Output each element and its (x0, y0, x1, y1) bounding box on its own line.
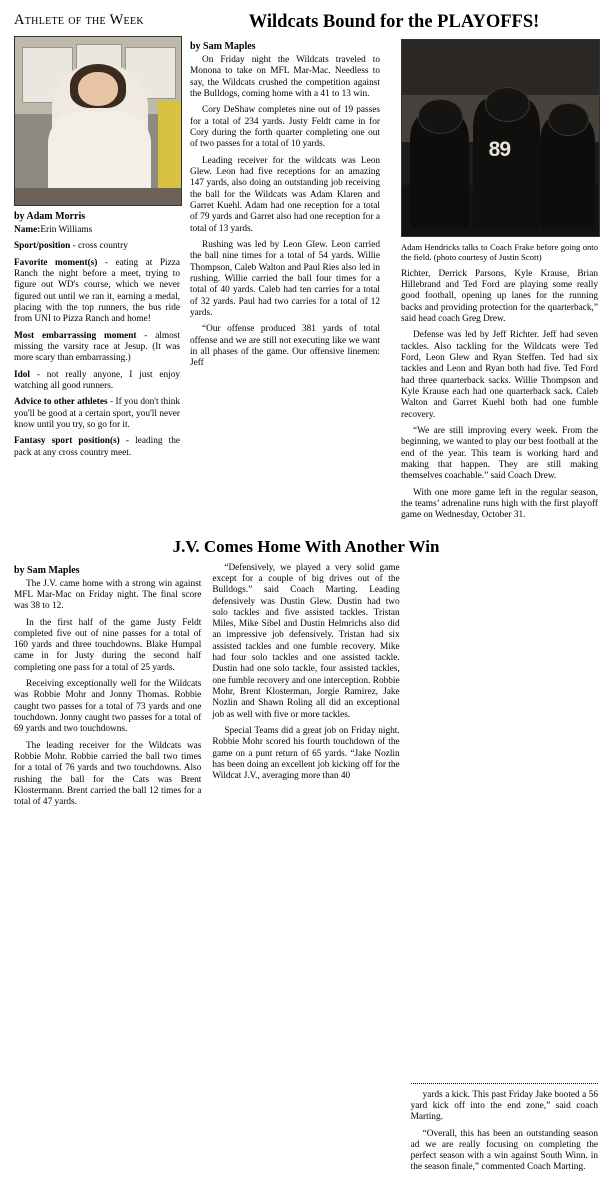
fact-label: Fantasy sport position(s) (14, 436, 120, 447)
photo-helmet-right (548, 103, 589, 136)
photo-floor (15, 188, 181, 205)
football-photo-caption: Adam Hendricks talks to Coach Frake before going onto the field. (photo courtesy of Justin Scott) (401, 242, 598, 263)
playoffs-column-2 (401, 39, 598, 527)
fact-label: Name: (14, 225, 41, 235)
jv-column-2 (212, 563, 399, 1179)
athlete-byline: by Adam Morris (14, 211, 86, 222)
athlete-fact-favorite (14, 258, 180, 326)
photo-jersey-number: 89 (488, 138, 511, 161)
fact-text: - almost missing the varsity race at Jesup. (It was more scary than embarrassing.) (14, 330, 180, 364)
athlete-fact-name (14, 225, 180, 236)
athlete-fact-advice (14, 397, 180, 431)
top-section (0, 0, 612, 527)
athlete-headline: Athlete of the Week (14, 12, 144, 28)
jv-para: The leading receiver for the Wildcats was Robbie Mohr. Robbie carried the ball two times for a total of 76 yards and two touchdowns. Also rushing the ball for the Cats was Brent Klostermann. Brent carried the ball 12 times for a total of 47 yards. (14, 740, 202, 808)
jv-byline: by Sam Maples (14, 564, 80, 576)
football-photo-content (402, 40, 599, 236)
jv-para: The J.V. came home with a strong win against MFL Mar-Mac on Friday night. The final score was 38 to 12. (14, 578, 202, 612)
jv-column-3 (411, 563, 598, 1179)
jv-columns (14, 563, 598, 1179)
athlete-photo (14, 36, 182, 206)
photo-helmet-left (418, 99, 463, 134)
athlete-fact-idol (14, 370, 180, 393)
playoffs-para: Defense was led by Jeff Richter. Jeff had seven tackles. Also tackling for the Wildcats were Ted Ford, Leon Glew and Ryan Steffen. Ted had six tackles and Leon and Ryan both had five. Ted Ford had three quarterback sacks. Willie Thompson and Kyle Krause each had one quarterback sack. Caleb Walton and Garret Kuehl both had one fumble recovery. (401, 330, 598, 420)
jv-para: In the first half of the game Justy Feldt completed five out of nine passes for a total of 160 yards and three touchdowns. Blake Humpal came in for Justy during the second half completing one pass for a total of 25 yards. (14, 617, 202, 673)
jv-story-section (0, 537, 612, 1189)
fact-text: - If you don't think you'll be good at a certain sport, you'll never know until you try, so go for it. (14, 397, 180, 430)
jv-headline: J.V. Comes Home With Another Win (172, 536, 440, 556)
athlete-of-week-column (14, 12, 190, 527)
fact-label: Advice to other athletes (14, 397, 108, 408)
fact-text: - cross country (70, 241, 128, 252)
football-photo (401, 39, 600, 237)
athlete-fact-embarrassing (14, 331, 180, 365)
athlete-fact-sport (14, 241, 180, 252)
playoffs-para: With one more game left in the regular season, the teams’ adrenaline runs high with the first playoff game on Wednesday, October 31. (401, 487, 598, 521)
jv-para: “Defensively, we played a very solid game except for a couple of big drives out of the Bulldogs.” said Coach Marting. Leading defensively was Dustin Glew. Dustin had two solo tackles and five assisted tackles. Tristan Miles, Mike Sibel and Dustin Helmrichs also did an impressive job defensively. Tristan had six assisted tackles and one fumble recovery. Mike had four solo tackles and one assisted tackle. Dustin had one solo tackle, four assisted tackles, one fumble recovery and one interception. Robbie Mohr, Brent Klosterman, Jorgie Ramirez, Jake Nozlin and Shawn Roling all did an exceptional job as well with five or more tackles. (212, 562, 400, 720)
fact-text: - leading the pack at any cross country meet. (14, 436, 180, 458)
jv-para: Special Teams did a great job on Friday night. Robbie Mohr scored his fourth touchdown of the game on a punt return of 65 yards. “Jake Nozlin has been doing an excellent job kicking off for the Wildcat J.V., averaging more than 40 (212, 726, 400, 782)
jv-para: “Overall, this has been an outstanding season ad we are really focusing on completing the perfect season with a win against South Winn. in the season finale,” commented Coach Marting. (410, 1128, 598, 1173)
playoffs-byline: by Sam Maples (190, 41, 256, 52)
playoffs-para: “We are still improving every week. From the beginning, we wanted to play our best football at the end of the year. This team is working hard and making that happen. They are still making themselves coachable.” said Coach Drew. (401, 425, 598, 482)
playoffs-para: “Our offense produced 381 yards of total offense and we are still not executing like we want in all phases of the game. Our offensive linemen: Jeff (190, 324, 380, 369)
playoffs-headline: Wildcats Bound for the PLAYOFFS! (248, 12, 540, 32)
column-divider (411, 1083, 598, 1084)
fact-text: - eating at Pizza Ranch the night before a meet, trying to figure out WD's course, which we never figured out until we ran it, earning a medal, placing with the top runners, the bus ride from UNI to Pizza Ranch and home! (14, 257, 180, 325)
jv-para: Receiving exceptionally well for the Wildcats was Robbie Mohr and Jonny Thomas. Robbie caught two passes for a total of 73 yards and one touchdown. Jonny caught two passes for a total of 69 yards and two touchdowns. (14, 679, 202, 735)
playoffs-para: Richter, Derrick Parsons, Kyle Krause, Brian Hillebrand and Ted Ford are playing some really good football, opening up lanes for the running backs and providing protection for the quarterback,” said head coach Greg Drew. (401, 268, 598, 324)
fact-text: Erin Williams (40, 225, 93, 235)
athlete-photo-content (15, 37, 181, 205)
fact-label: Sport/position (14, 241, 71, 252)
fact-label: Most embarrassing moment (14, 330, 137, 341)
fact-text: - not really anyone, I just enjoy watching all good runners. (14, 369, 180, 391)
playoffs-column-1 (190, 39, 390, 527)
playoffs-para: Rushing was led by Leon Glew. Leon carried the ball nine times for a total of 54 yards. Willie Thompson, Caleb Walton and Paul Ries also led in rushing. Willie carried the ball four times for a total of 40 yards. Caleb had ten carries for a total of 32 yards. Paul had two carries for a total of 12 yards. (190, 239, 380, 318)
playoffs-para: Cory DeShaw completes nine out of 19 passes for a total of 234 yards. Justy Feldt came in for Cory during the forth quarter completing one out of two passes for a total of 10 yards. (190, 105, 380, 150)
playoffs-columns (190, 39, 598, 527)
fact-label: Idol (14, 369, 31, 380)
playoffs-story (190, 12, 598, 527)
jv-column-1 (14, 563, 201, 1179)
athlete-fact-fantasy (14, 436, 180, 459)
playoffs-para: Leading receiver for the wildcats was Leon Glew. Leon had five receptions for an amazing 147 yards, also doing an outstanding job receiving the ball for the Wildcats was Adam Klaren and Garret Kuehl. Adam had one reception for a total of 79 yards and Garret also had one reception for a total of 13 yards. (190, 155, 380, 234)
fact-label: Favorite moment(s) (14, 257, 98, 268)
playoffs-para: On Friday night the Wildcats traveled to Monona to take on MFL Mar-Mac. Needless to say, the Wildcats crushed the competition against the Bulldogs, coming home with a 41 to 13 win. (190, 55, 380, 99)
jv-para: yards a kick. This past Friday Jake booted a 56 yard kick off into the end zone,” said coach Marting. (410, 1089, 598, 1123)
photo-person-face (78, 72, 118, 106)
